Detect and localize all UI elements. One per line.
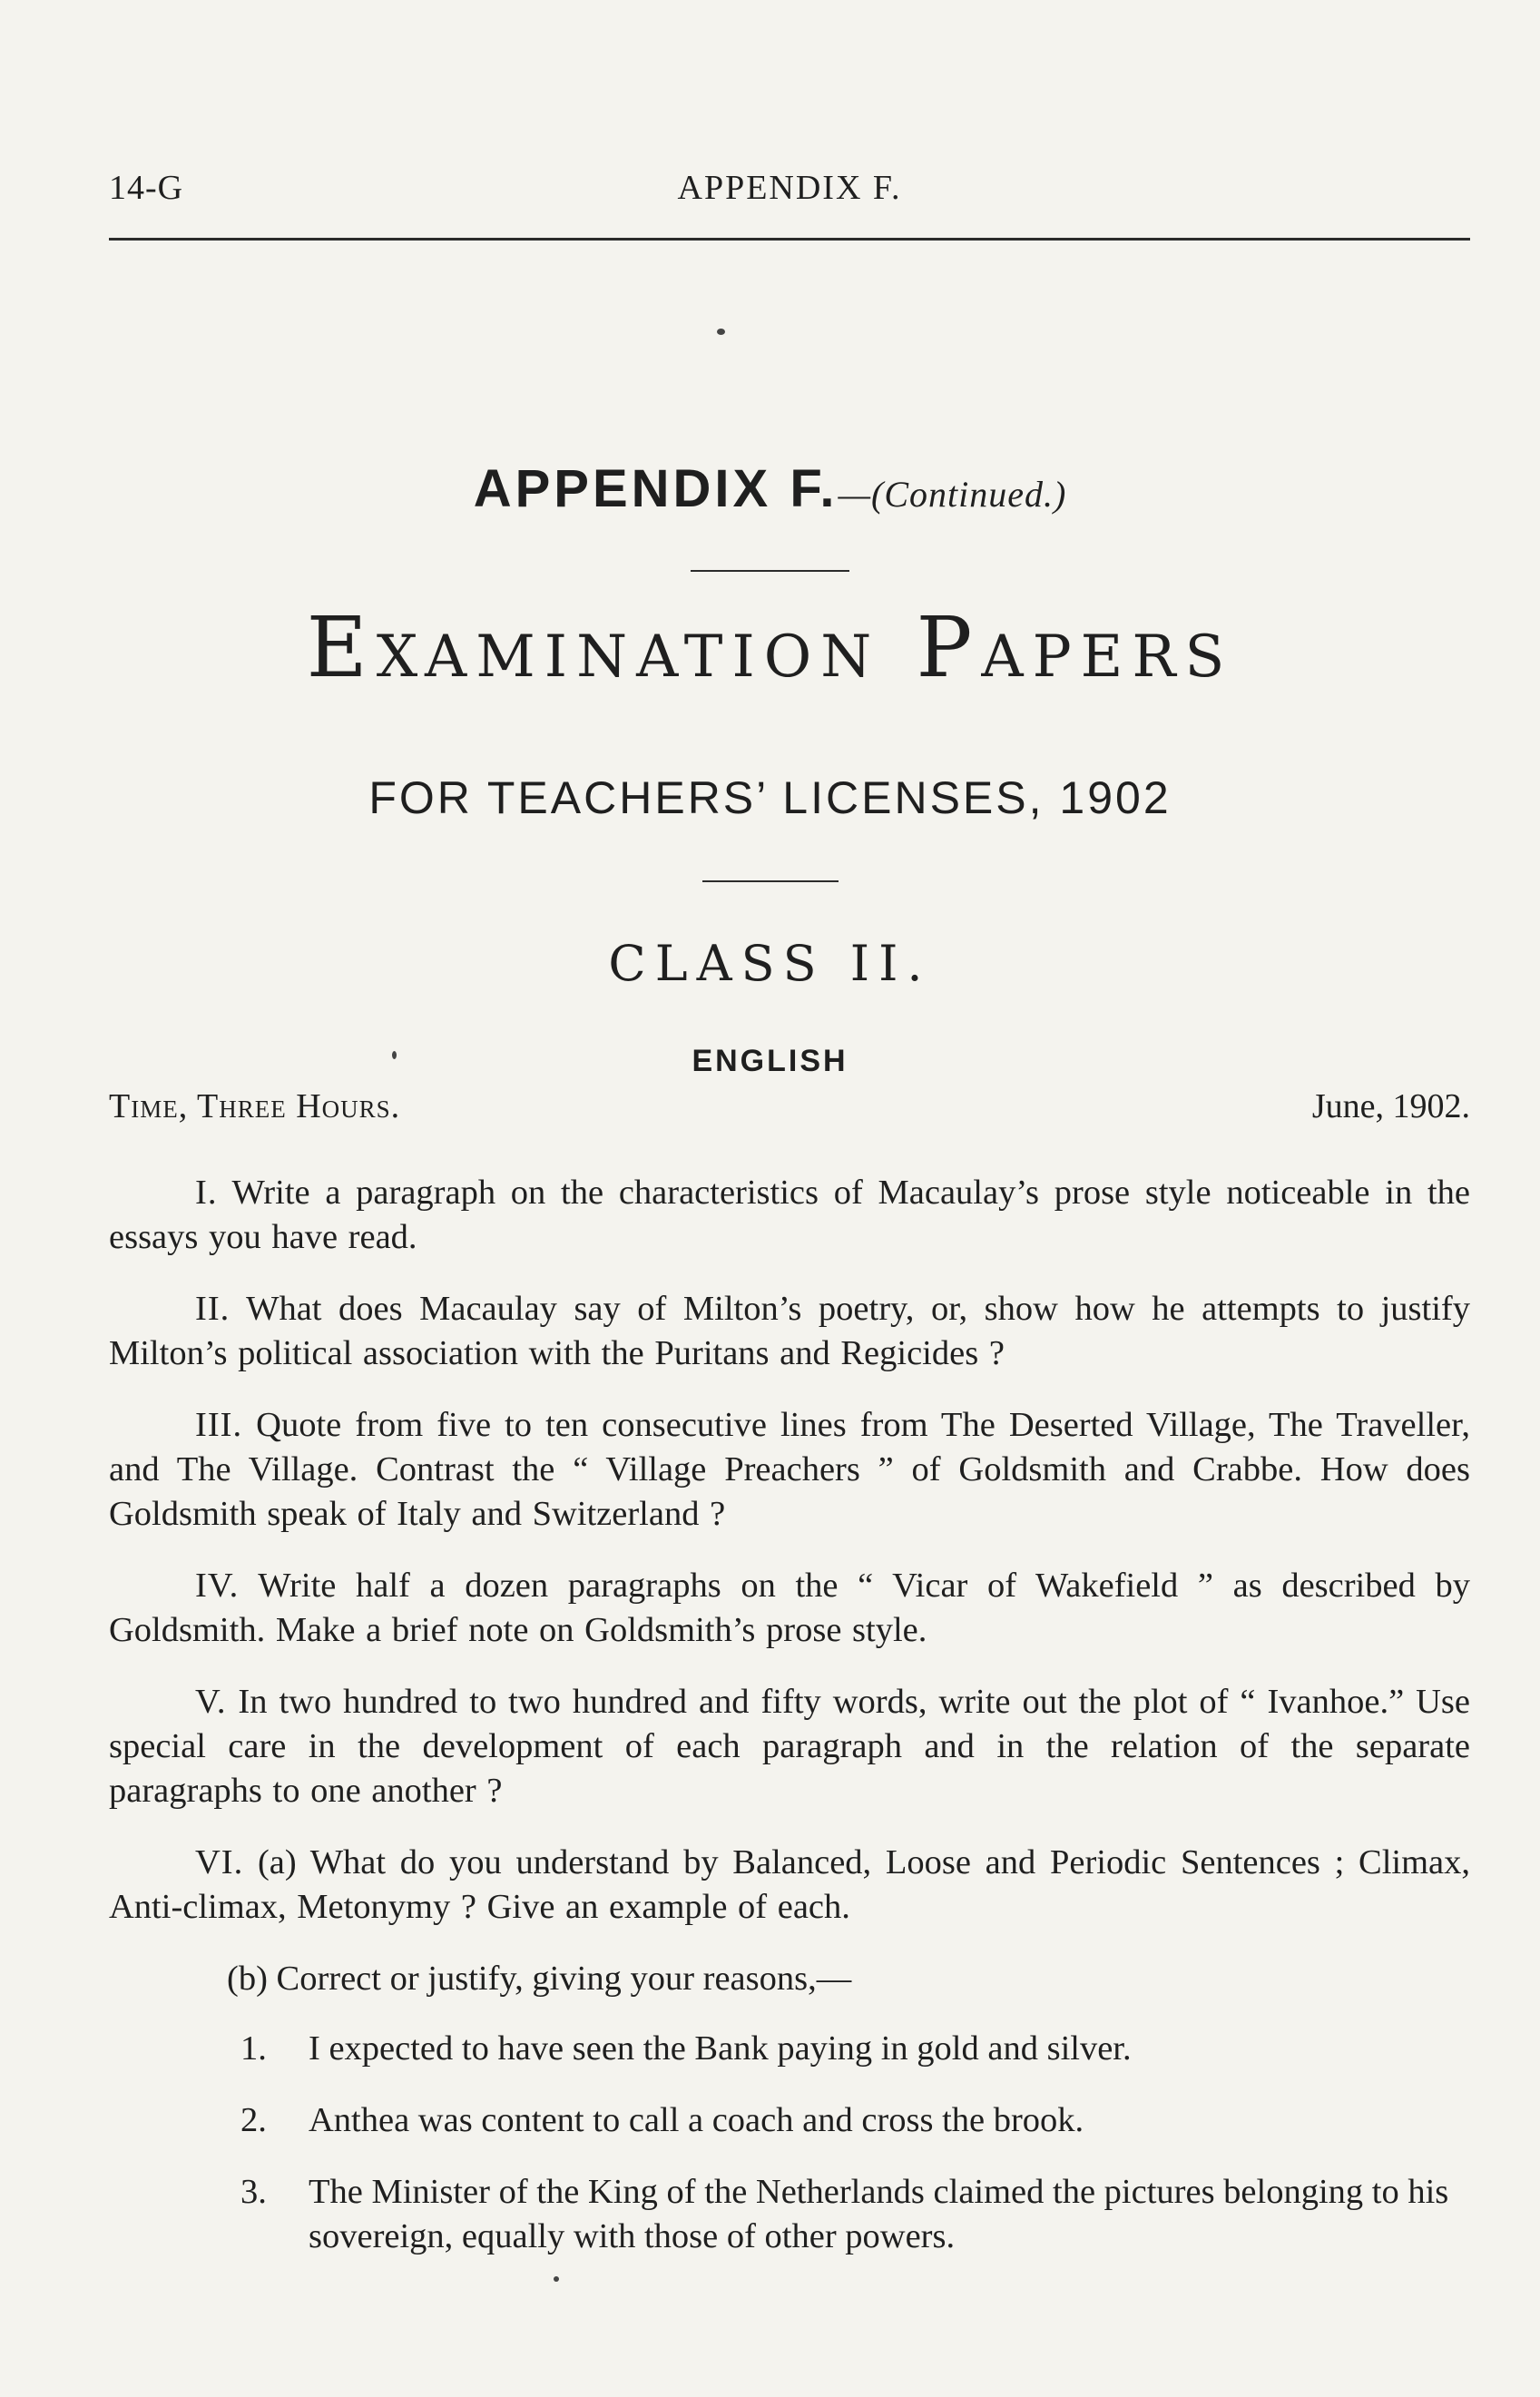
- question: [109, 1171, 1470, 1260]
- item-text: Anthea was content to call a coach and cross the brook.: [309, 2101, 1084, 2139]
- part-b-item: [109, 2170, 1470, 2259]
- part-b-item: [109, 2027, 1470, 2071]
- appendix-heading: [0, 458, 1540, 519]
- continued-label: —(Continued.): [838, 474, 1067, 515]
- question: [109, 1287, 1470, 1376]
- exam-date: June, 1902.: [1311, 1087, 1470, 1125]
- question: [109, 1564, 1470, 1653]
- item-number: 2.: [240, 2101, 267, 2139]
- question: [109, 1403, 1470, 1537]
- question-number: II.: [195, 1290, 231, 1328]
- question-number: VI.: [195, 1843, 244, 1881]
- appendix-label: APPENDIX F.: [473, 459, 839, 518]
- question-text: What does Macaulay say of Milton’s poetry, or, show how he attempts to justify Milton’s political association with the Puritans and Regicides ?: [109, 1290, 1470, 1372]
- main-title: Examination Papers: [306, 599, 1234, 696]
- print-speck: [392, 1051, 397, 1059]
- question-number: I.: [195, 1174, 218, 1212]
- item-text: I expected to have seen the Bank paying in gold and silver.: [309, 2029, 1132, 2068]
- item-number: 3.: [240, 2173, 267, 2211]
- question: [109, 1680, 1470, 1813]
- item-number: 1.: [240, 2029, 267, 2068]
- question-number: III.: [195, 1406, 243, 1444]
- running-title: APPENDIX F.: [677, 169, 902, 207]
- print-speck: [554, 2276, 559, 2282]
- class-heading: CLASS II.: [608, 935, 932, 992]
- title-rule-bottom: [702, 880, 839, 882]
- item-text: The Minister of the King of the Netherlands claimed the pictures belonging to his sovereign, equally with those of other powers.: [309, 2173, 1449, 2255]
- question-text: (a) What do you understand by Balanced, Loose and Periodic Sentences ; Climax, Anti-climax, Metonymy ? Give an example of each.: [109, 1843, 1471, 1926]
- part-b-item: [109, 2098, 1470, 2143]
- question-text: Write half a dozen paragraphs on the “ Vicar of Wakefield ” as described by Goldsmith. Make a brief note on Goldsmith’s prose style.: [109, 1567, 1470, 1649]
- header-rule: [109, 238, 1470, 241]
- question-text: Write a paragraph on the characteristics of Macaulay’s prose style noticeable in the essays you have read.: [109, 1174, 1470, 1256]
- question-list: [109, 1171, 1470, 2286]
- question-number: V.: [195, 1683, 227, 1721]
- subject-heading: ENGLISH: [692, 1044, 848, 1078]
- question: [109, 1841, 1470, 1930]
- question-text: Quote from five to ten consecutive lines from The Deserted Village, The Traveller, and The Village. Contrast the “ Village Preachers ” of Goldsmith and Crabbe. How does Goldsmith speak of Italy and Switzerland ?: [109, 1406, 1471, 1533]
- question-text: In two hundred to two hundred and fifty words, write out the plot of “ Ivanhoe.” Use special care in the development of each paragraph and in the relation of the separate paragraphs to one another ?: [109, 1683, 1470, 1810]
- page-number: 14-G: [109, 169, 184, 207]
- exam-info: [109, 1086, 1470, 1132]
- question-number: IV.: [195, 1567, 240, 1605]
- print-speck: [717, 329, 725, 335]
- subtitle: FOR TEACHERS’ LICENSES, 1902: [368, 772, 1172, 823]
- exam-time: Time, Three Hours.: [109, 1087, 401, 1125]
- part-b-intro: (b) Correct or justify, giving your reasons,—: [227, 1960, 852, 1998]
- running-header: [109, 168, 1470, 213]
- title-rule-top: [691, 570, 849, 572]
